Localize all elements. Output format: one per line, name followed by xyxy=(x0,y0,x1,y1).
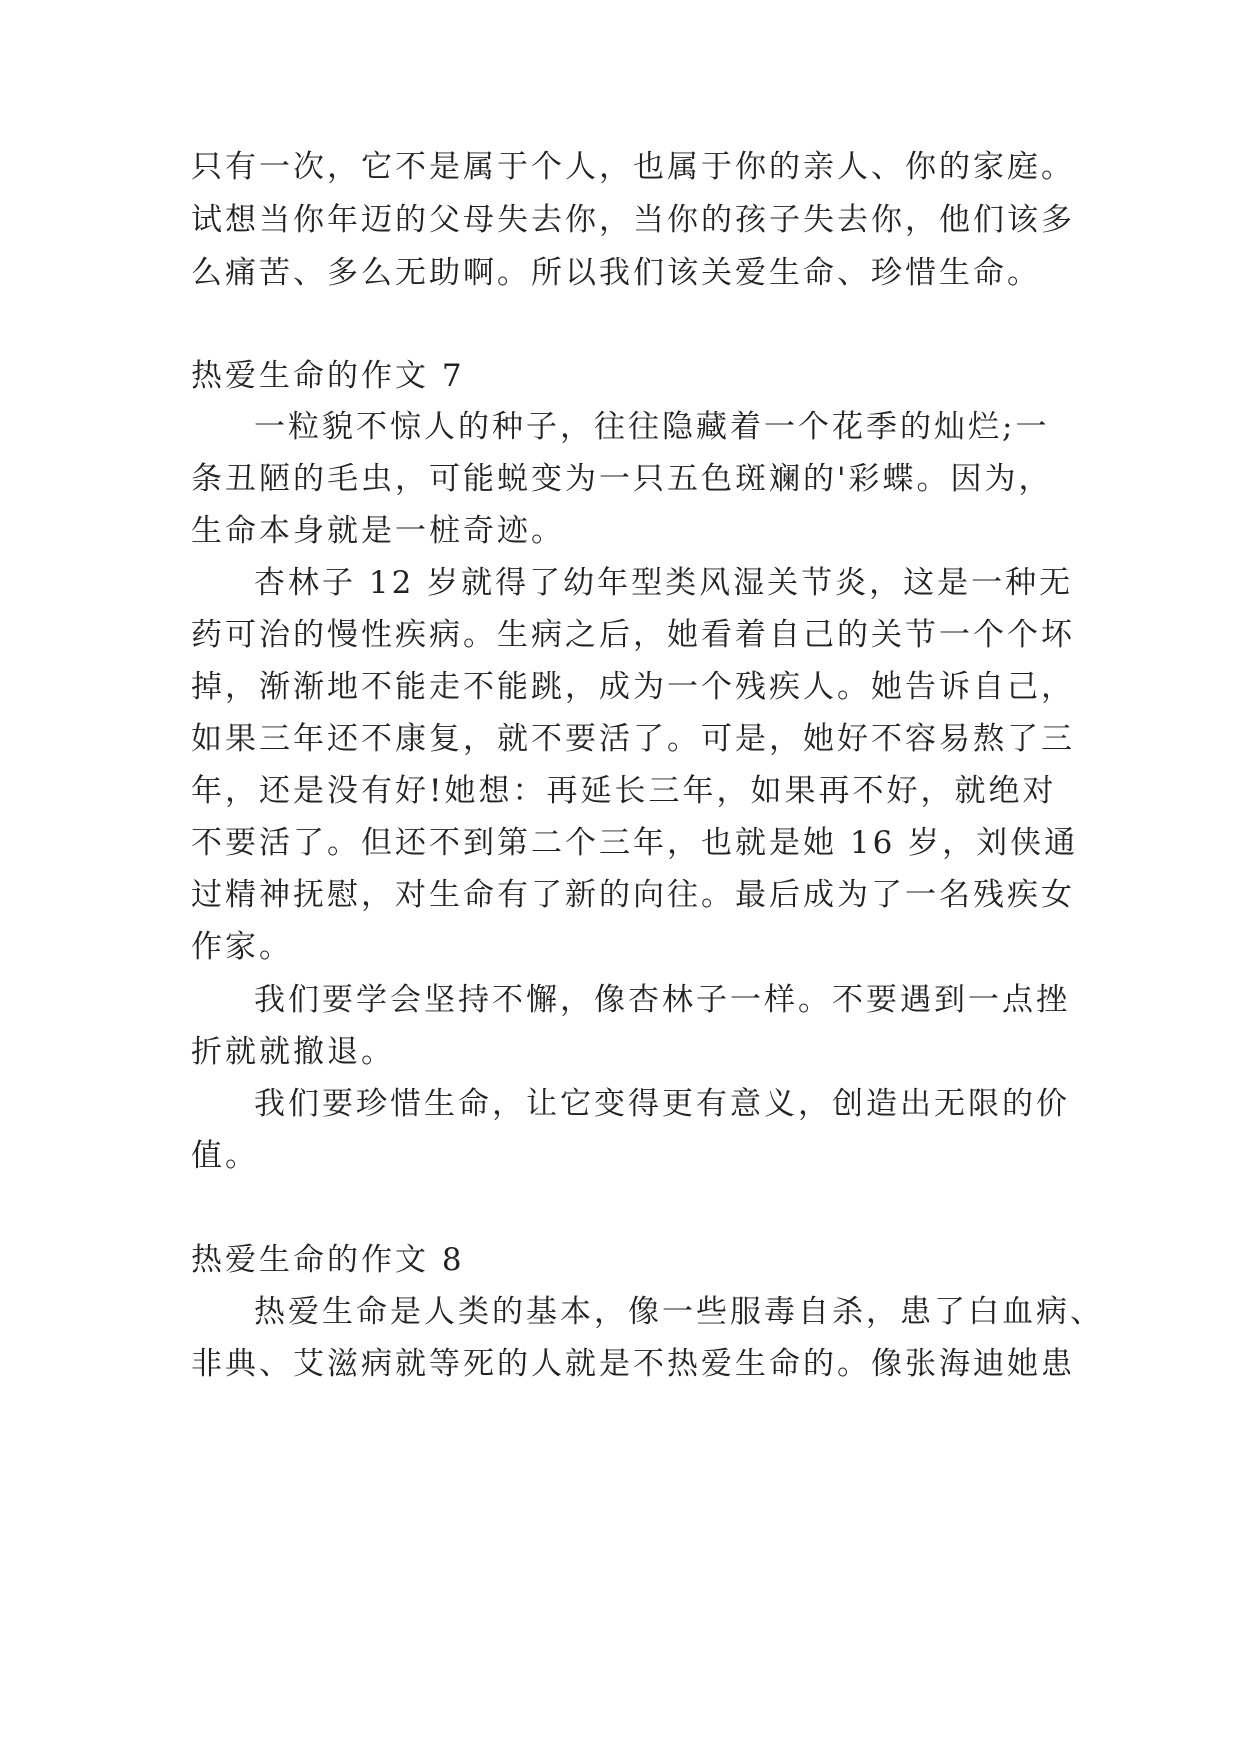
essay-7-p2-line-2: 药可治的慢性疾病。生病之后，她看着自己的关节一个个坏 xyxy=(191,617,1075,653)
essay-7-p2-line-1: 杏林子 12 岁就得了幼年型类风湿关节炎，这是一种无 xyxy=(254,565,1074,601)
essay-7-p1-line-2: 条丑陋的毛虫，可能蜕变为一只五色斑斓的'彩蝶。因为， xyxy=(191,461,1053,497)
essay-7-p4-line-2: 值。 xyxy=(191,1138,259,1174)
essay-8-p1-line-2: 非典、艾滋病就等死的人就是不热爱生命的。像张海迪她患 xyxy=(191,1346,1075,1382)
essay-7-p1-line-1: 一粒貌不惊人的种子，往往隐藏着一个花季的灿烂;一 xyxy=(254,409,1050,445)
essay-7-p3-line-1: 我们要学会坚持不懈，像杏林子一样。不要遇到一点挫 xyxy=(254,982,1070,1018)
intro-line-3: 么痛苦、多么无助啊。所以我们该关爱生命、珍惜生命。 xyxy=(191,255,1041,291)
essay-7-p2-line-5: 年，还是没有好!她想：再延长三年，如果再不好，就绝对 xyxy=(191,773,1057,809)
intro-line-2: 试想当你年迈的父母失去你，当你的孩子失去你，他们该多 xyxy=(191,202,1075,238)
essay-7-p2-line-4: 如果三年还不康复，就不要活了。可是，她好不容易熬了三 xyxy=(191,721,1075,757)
essay-8-title: 热爱生命的作文 8 xyxy=(191,1242,465,1278)
essay-8-p1-line-1: 热爱生命是人类的基本，像一些服毒自杀，患了白血病、 xyxy=(254,1294,1104,1330)
essay-7-p2-line-6: 不要活了。但还不到第二个三年，也就是她 16 岁，刘侠通 xyxy=(191,825,1079,861)
essay-7-p1-line-3: 生命本身就是一桩奇迹。 xyxy=(191,513,565,549)
essay-7-p4-line-1: 我们要珍惜生命，让它变得更有意义，创造出无限的价 xyxy=(254,1086,1070,1122)
essay-7-p2-line-3: 掉，渐渐地不能走不能跳，成为一个残疾人。她告诉自己， xyxy=(191,669,1075,705)
essay-7-title: 热爱生命的作文 7 xyxy=(191,358,465,394)
essay-7-p2-line-7: 过精神抚慰，对生命有了新的向往。最后成为了一名残疾女 xyxy=(191,877,1075,913)
essay-7-p3-line-2: 折就就撤退。 xyxy=(191,1034,395,1070)
essay-7-p2-line-8: 作家。 xyxy=(191,929,293,965)
intro-line-1: 只有一次，它不是属于个人，也属于你的亲人、你的家庭。 xyxy=(191,149,1075,185)
